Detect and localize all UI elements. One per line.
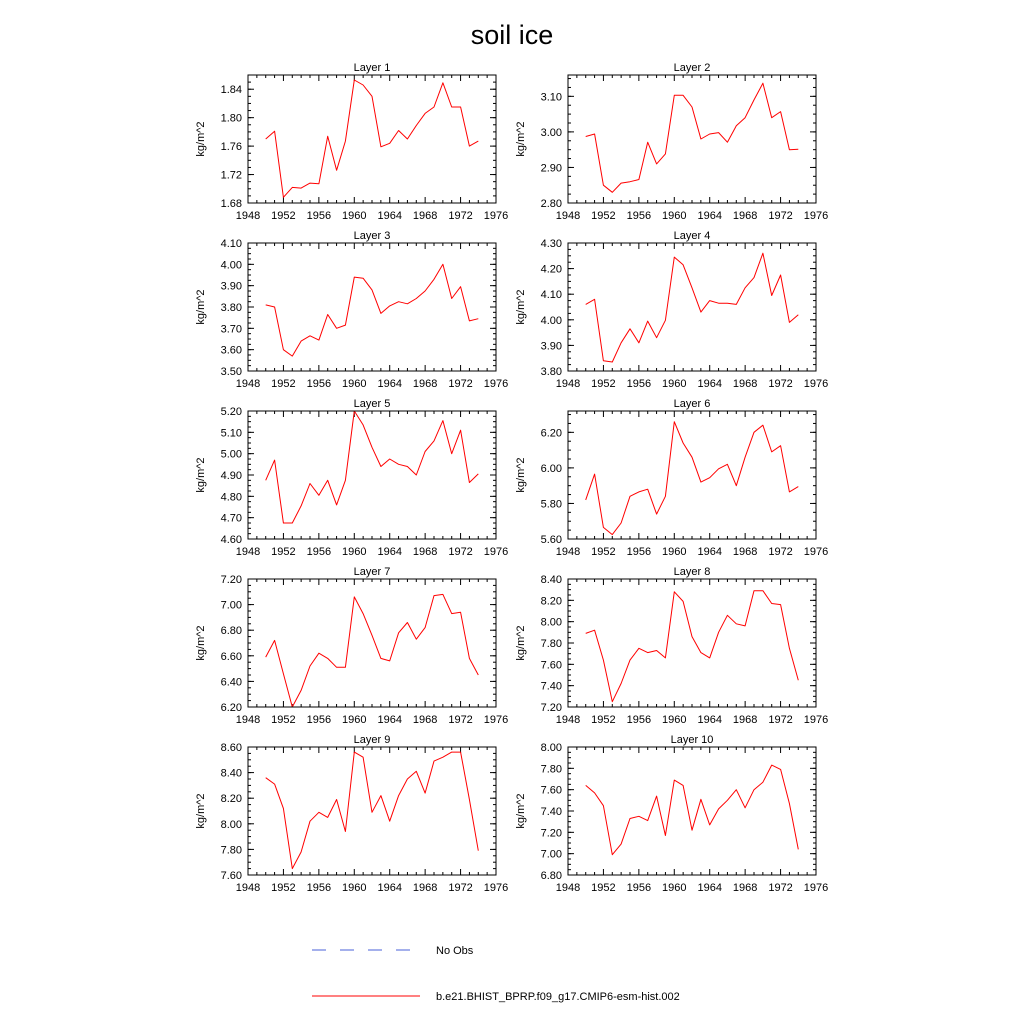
series-line bbox=[586, 591, 799, 702]
panel-title: Layer 10 bbox=[670, 734, 714, 746]
y-tick-label: 4.20 bbox=[540, 263, 562, 276]
panel-layer-1 bbox=[195, 62, 508, 222]
y-tick-label: 4.00 bbox=[220, 259, 242, 272]
x-tick-label: 1972 bbox=[768, 714, 793, 726]
x-tick-label: 1960 bbox=[342, 882, 367, 894]
legend-model-label: b.e21.BHIST_BPRP.f09_g17.CMIP6-esm-hist.002 bbox=[436, 991, 680, 1003]
x-tick-label: 1976 bbox=[483, 378, 509, 390]
y-tick-label: 7.40 bbox=[540, 806, 562, 818]
y-tick-label: 1.68 bbox=[220, 198, 242, 210]
y-tick-label: 4.10 bbox=[540, 289, 562, 302]
x-tick-label: 1956 bbox=[626, 882, 652, 894]
panel-layer-6 bbox=[515, 398, 828, 558]
x-tick-label: 1952 bbox=[271, 714, 296, 726]
y-tick-label: 7.60 bbox=[220, 870, 242, 882]
x-tick-label: 1956 bbox=[306, 714, 332, 726]
series-line bbox=[586, 253, 799, 362]
x-tick-label: 1972 bbox=[448, 378, 473, 390]
y-tick-label: 6.20 bbox=[540, 427, 562, 440]
plot-frame bbox=[568, 243, 816, 371]
y-tick-label: 7.00 bbox=[540, 848, 562, 861]
x-tick-label: 1964 bbox=[697, 378, 722, 390]
x-tick-label: 1976 bbox=[483, 210, 509, 222]
x-tick-label: 1960 bbox=[662, 378, 687, 390]
plot-frame bbox=[568, 579, 816, 707]
x-tick-label: 1956 bbox=[626, 714, 652, 726]
y-tick-label: 3.60 bbox=[220, 344, 242, 357]
x-tick-label: 1968 bbox=[412, 210, 438, 222]
y-tick-label: 2.80 bbox=[540, 198, 562, 210]
y-tick-label: 7.20 bbox=[540, 702, 562, 714]
x-tick-label: 1956 bbox=[306, 546, 332, 558]
panel-layer-4 bbox=[515, 230, 828, 390]
x-tick-label: 1964 bbox=[377, 714, 402, 726]
x-tick-label: 1968 bbox=[412, 546, 438, 558]
panel-layer-7 bbox=[195, 566, 508, 726]
y-tick-label: 7.20 bbox=[220, 574, 242, 586]
y-tick-label: 8.00 bbox=[540, 616, 562, 629]
x-tick-label: 1976 bbox=[803, 210, 829, 222]
y-tick-label: 1.80 bbox=[220, 112, 242, 125]
panel-title: Layer 9 bbox=[353, 734, 391, 746]
panel-title: Layer 4 bbox=[673, 230, 711, 242]
x-tick-label: 1952 bbox=[591, 714, 616, 726]
x-tick-label: 1968 bbox=[412, 378, 438, 390]
x-tick-label: 1952 bbox=[271, 546, 296, 558]
y-tick-label: 5.80 bbox=[540, 498, 562, 511]
y-tick-label: 3.50 bbox=[220, 366, 242, 378]
x-tick-label: 1948 bbox=[235, 378, 261, 390]
y-tick-label: 1.72 bbox=[220, 169, 242, 182]
y-tick-label: 2.90 bbox=[540, 162, 562, 175]
y-tick-label: 5.60 bbox=[540, 534, 562, 546]
x-tick-label: 1964 bbox=[697, 210, 722, 222]
x-tick-label: 1976 bbox=[803, 714, 829, 726]
y-tick-label: 4.00 bbox=[540, 314, 562, 327]
y-tick-label: 3.80 bbox=[220, 302, 242, 314]
y-tick-label: 6.80 bbox=[540, 870, 562, 882]
x-tick-label: 1968 bbox=[732, 714, 758, 726]
x-tick-label: 1952 bbox=[271, 378, 296, 390]
y-tick-label: 4.80 bbox=[220, 491, 242, 504]
x-tick-label: 1948 bbox=[555, 378, 581, 390]
x-tick-label: 1952 bbox=[591, 378, 616, 390]
x-tick-label: 1968 bbox=[732, 378, 758, 390]
y-tick-label: 8.00 bbox=[220, 818, 242, 831]
x-tick-label: 1968 bbox=[412, 882, 438, 894]
x-tick-label: 1960 bbox=[662, 882, 687, 894]
series-line bbox=[586, 422, 799, 535]
x-tick-label: 1964 bbox=[697, 546, 722, 558]
series-line bbox=[266, 264, 479, 356]
x-tick-label: 1968 bbox=[732, 882, 758, 894]
x-tick-label: 1948 bbox=[235, 714, 261, 726]
panel-title: Layer 2 bbox=[673, 62, 711, 74]
x-tick-label: 1952 bbox=[271, 210, 296, 222]
y-tick-label: 5.00 bbox=[220, 448, 242, 461]
x-tick-label: 1968 bbox=[412, 714, 438, 726]
x-tick-label: 1976 bbox=[803, 546, 829, 558]
x-tick-label: 1960 bbox=[342, 714, 367, 726]
y-axis-label: kg/m^2 bbox=[515, 121, 527, 157]
y-tick-label: 4.90 bbox=[220, 470, 242, 482]
x-tick-label: 1960 bbox=[342, 546, 367, 558]
series-line bbox=[586, 83, 799, 192]
series-line bbox=[266, 752, 479, 869]
y-tick-label: 3.90 bbox=[220, 280, 242, 293]
x-tick-label: 1956 bbox=[306, 882, 332, 894]
y-tick-label: 3.00 bbox=[540, 126, 562, 139]
plot-frame bbox=[248, 243, 496, 371]
y-axis-label: kg/m^2 bbox=[195, 289, 207, 325]
x-tick-label: 1964 bbox=[377, 546, 402, 558]
panel-layer-10 bbox=[515, 734, 828, 894]
y-axis-label: kg/m^2 bbox=[195, 457, 207, 493]
y-tick-label: 1.84 bbox=[220, 84, 242, 97]
panel-layer-9 bbox=[195, 734, 508, 894]
x-tick-label: 1976 bbox=[483, 546, 509, 558]
plot-frame bbox=[568, 75, 816, 203]
panel-title: Layer 6 bbox=[673, 398, 711, 410]
x-tick-label: 1956 bbox=[306, 210, 332, 222]
y-tick-label: 6.80 bbox=[220, 625, 242, 638]
x-tick-label: 1976 bbox=[803, 882, 829, 894]
x-tick-label: 1972 bbox=[448, 714, 473, 726]
panel-title: Layer 3 bbox=[353, 230, 391, 242]
y-tick-label: 8.40 bbox=[220, 767, 242, 780]
panel-layer-2 bbox=[515, 62, 828, 222]
legend bbox=[312, 945, 680, 1003]
plot-frame bbox=[248, 411, 496, 539]
plot-frame bbox=[248, 579, 496, 707]
panel-layer-5 bbox=[195, 398, 508, 558]
y-tick-label: 6.60 bbox=[220, 650, 242, 663]
y-tick-label: 3.10 bbox=[540, 91, 562, 104]
x-tick-label: 1952 bbox=[591, 882, 616, 894]
legend-no-obs-label: No Obs bbox=[436, 945, 474, 957]
y-axis-label: kg/m^2 bbox=[195, 625, 207, 661]
x-tick-label: 1948 bbox=[235, 210, 261, 222]
y-axis-label: kg/m^2 bbox=[515, 793, 527, 829]
panel-title: Layer 7 bbox=[353, 566, 391, 578]
x-tick-label: 1956 bbox=[626, 378, 652, 390]
x-tick-label: 1952 bbox=[271, 882, 296, 894]
x-tick-label: 1956 bbox=[626, 210, 652, 222]
y-tick-label: 7.80 bbox=[220, 844, 242, 857]
y-tick-label: 3.70 bbox=[220, 323, 242, 336]
y-tick-label: 4.60 bbox=[220, 534, 242, 546]
y-tick-label: 4.30 bbox=[540, 238, 562, 250]
x-tick-label: 1948 bbox=[555, 882, 581, 894]
y-tick-label: 3.90 bbox=[540, 340, 562, 353]
x-tick-label: 1948 bbox=[555, 714, 581, 726]
y-axis-label: kg/m^2 bbox=[195, 793, 207, 829]
x-tick-label: 1972 bbox=[448, 882, 473, 894]
x-tick-label: 1976 bbox=[483, 882, 509, 894]
y-tick-label: 7.80 bbox=[540, 638, 562, 650]
y-tick-label: 7.60 bbox=[540, 784, 562, 797]
y-tick-label: 8.40 bbox=[540, 574, 562, 586]
y-tick-label: 6.40 bbox=[220, 676, 242, 689]
x-tick-label: 1948 bbox=[555, 210, 581, 222]
y-tick-label: 8.00 bbox=[540, 742, 562, 754]
y-axis-label: kg/m^2 bbox=[515, 289, 527, 325]
x-tick-label: 1952 bbox=[591, 210, 616, 222]
y-tick-label: 7.60 bbox=[540, 659, 562, 672]
x-tick-label: 1968 bbox=[732, 546, 758, 558]
x-tick-label: 1960 bbox=[662, 714, 687, 726]
x-tick-label: 1964 bbox=[377, 882, 402, 894]
series-line bbox=[266, 80, 479, 197]
y-tick-label: 7.20 bbox=[540, 827, 562, 840]
x-tick-label: 1972 bbox=[448, 210, 473, 222]
panel-grid bbox=[195, 62, 828, 894]
x-tick-label: 1972 bbox=[768, 378, 793, 390]
x-tick-label: 1960 bbox=[342, 378, 367, 390]
x-tick-label: 1948 bbox=[235, 882, 261, 894]
y-tick-label: 4.70 bbox=[220, 512, 242, 525]
x-tick-label: 1964 bbox=[377, 378, 402, 390]
series-line bbox=[266, 411, 479, 523]
x-tick-label: 1972 bbox=[768, 546, 793, 558]
x-tick-label: 1976 bbox=[483, 714, 509, 726]
y-tick-label: 8.20 bbox=[220, 793, 242, 806]
y-tick-label: 7.80 bbox=[540, 763, 562, 776]
panel-title: Layer 1 bbox=[353, 62, 391, 74]
panel-layer-8 bbox=[515, 566, 828, 726]
x-tick-label: 1948 bbox=[235, 546, 261, 558]
panel-title: Layer 8 bbox=[673, 566, 711, 578]
y-tick-label: 6.00 bbox=[540, 462, 562, 475]
y-tick-label: 6.20 bbox=[220, 702, 242, 714]
x-tick-label: 1972 bbox=[768, 882, 793, 894]
y-tick-label: 8.60 bbox=[220, 742, 242, 754]
x-tick-label: 1964 bbox=[697, 714, 722, 726]
y-tick-label: 5.10 bbox=[220, 427, 242, 440]
y-tick-label: 4.10 bbox=[220, 238, 242, 250]
y-tick-label: 7.00 bbox=[220, 599, 242, 612]
y-axis-label: kg/m^2 bbox=[515, 457, 527, 493]
y-axis-label: kg/m^2 bbox=[515, 625, 527, 661]
x-tick-label: 1952 bbox=[591, 546, 616, 558]
figure-title: soil ice bbox=[470, 20, 554, 50]
x-tick-label: 1960 bbox=[662, 210, 687, 222]
y-tick-label: 5.20 bbox=[220, 406, 242, 418]
x-tick-label: 1964 bbox=[697, 882, 722, 894]
plot-frame bbox=[568, 747, 816, 875]
x-tick-label: 1968 bbox=[732, 210, 758, 222]
y-tick-label: 8.20 bbox=[540, 595, 562, 608]
x-tick-label: 1976 bbox=[803, 378, 829, 390]
x-tick-label: 1960 bbox=[662, 546, 687, 558]
panel-layer-3 bbox=[195, 230, 508, 390]
x-tick-label: 1948 bbox=[555, 546, 581, 558]
y-tick-label: 1.76 bbox=[220, 141, 242, 154]
x-tick-label: 1956 bbox=[306, 378, 332, 390]
y-axis-label: kg/m^2 bbox=[195, 121, 207, 157]
x-tick-label: 1956 bbox=[626, 546, 652, 558]
x-tick-label: 1972 bbox=[768, 210, 793, 222]
panel-title: Layer 5 bbox=[353, 398, 391, 410]
x-tick-label: 1964 bbox=[377, 210, 402, 222]
plot-frame bbox=[248, 75, 496, 203]
series-line bbox=[586, 765, 799, 855]
y-tick-label: 3.80 bbox=[540, 366, 562, 378]
x-tick-label: 1960 bbox=[342, 210, 367, 222]
y-tick-label: 7.40 bbox=[540, 680, 562, 693]
x-tick-label: 1972 bbox=[448, 546, 473, 558]
series-line bbox=[266, 594, 479, 707]
plot-frame bbox=[568, 411, 816, 539]
